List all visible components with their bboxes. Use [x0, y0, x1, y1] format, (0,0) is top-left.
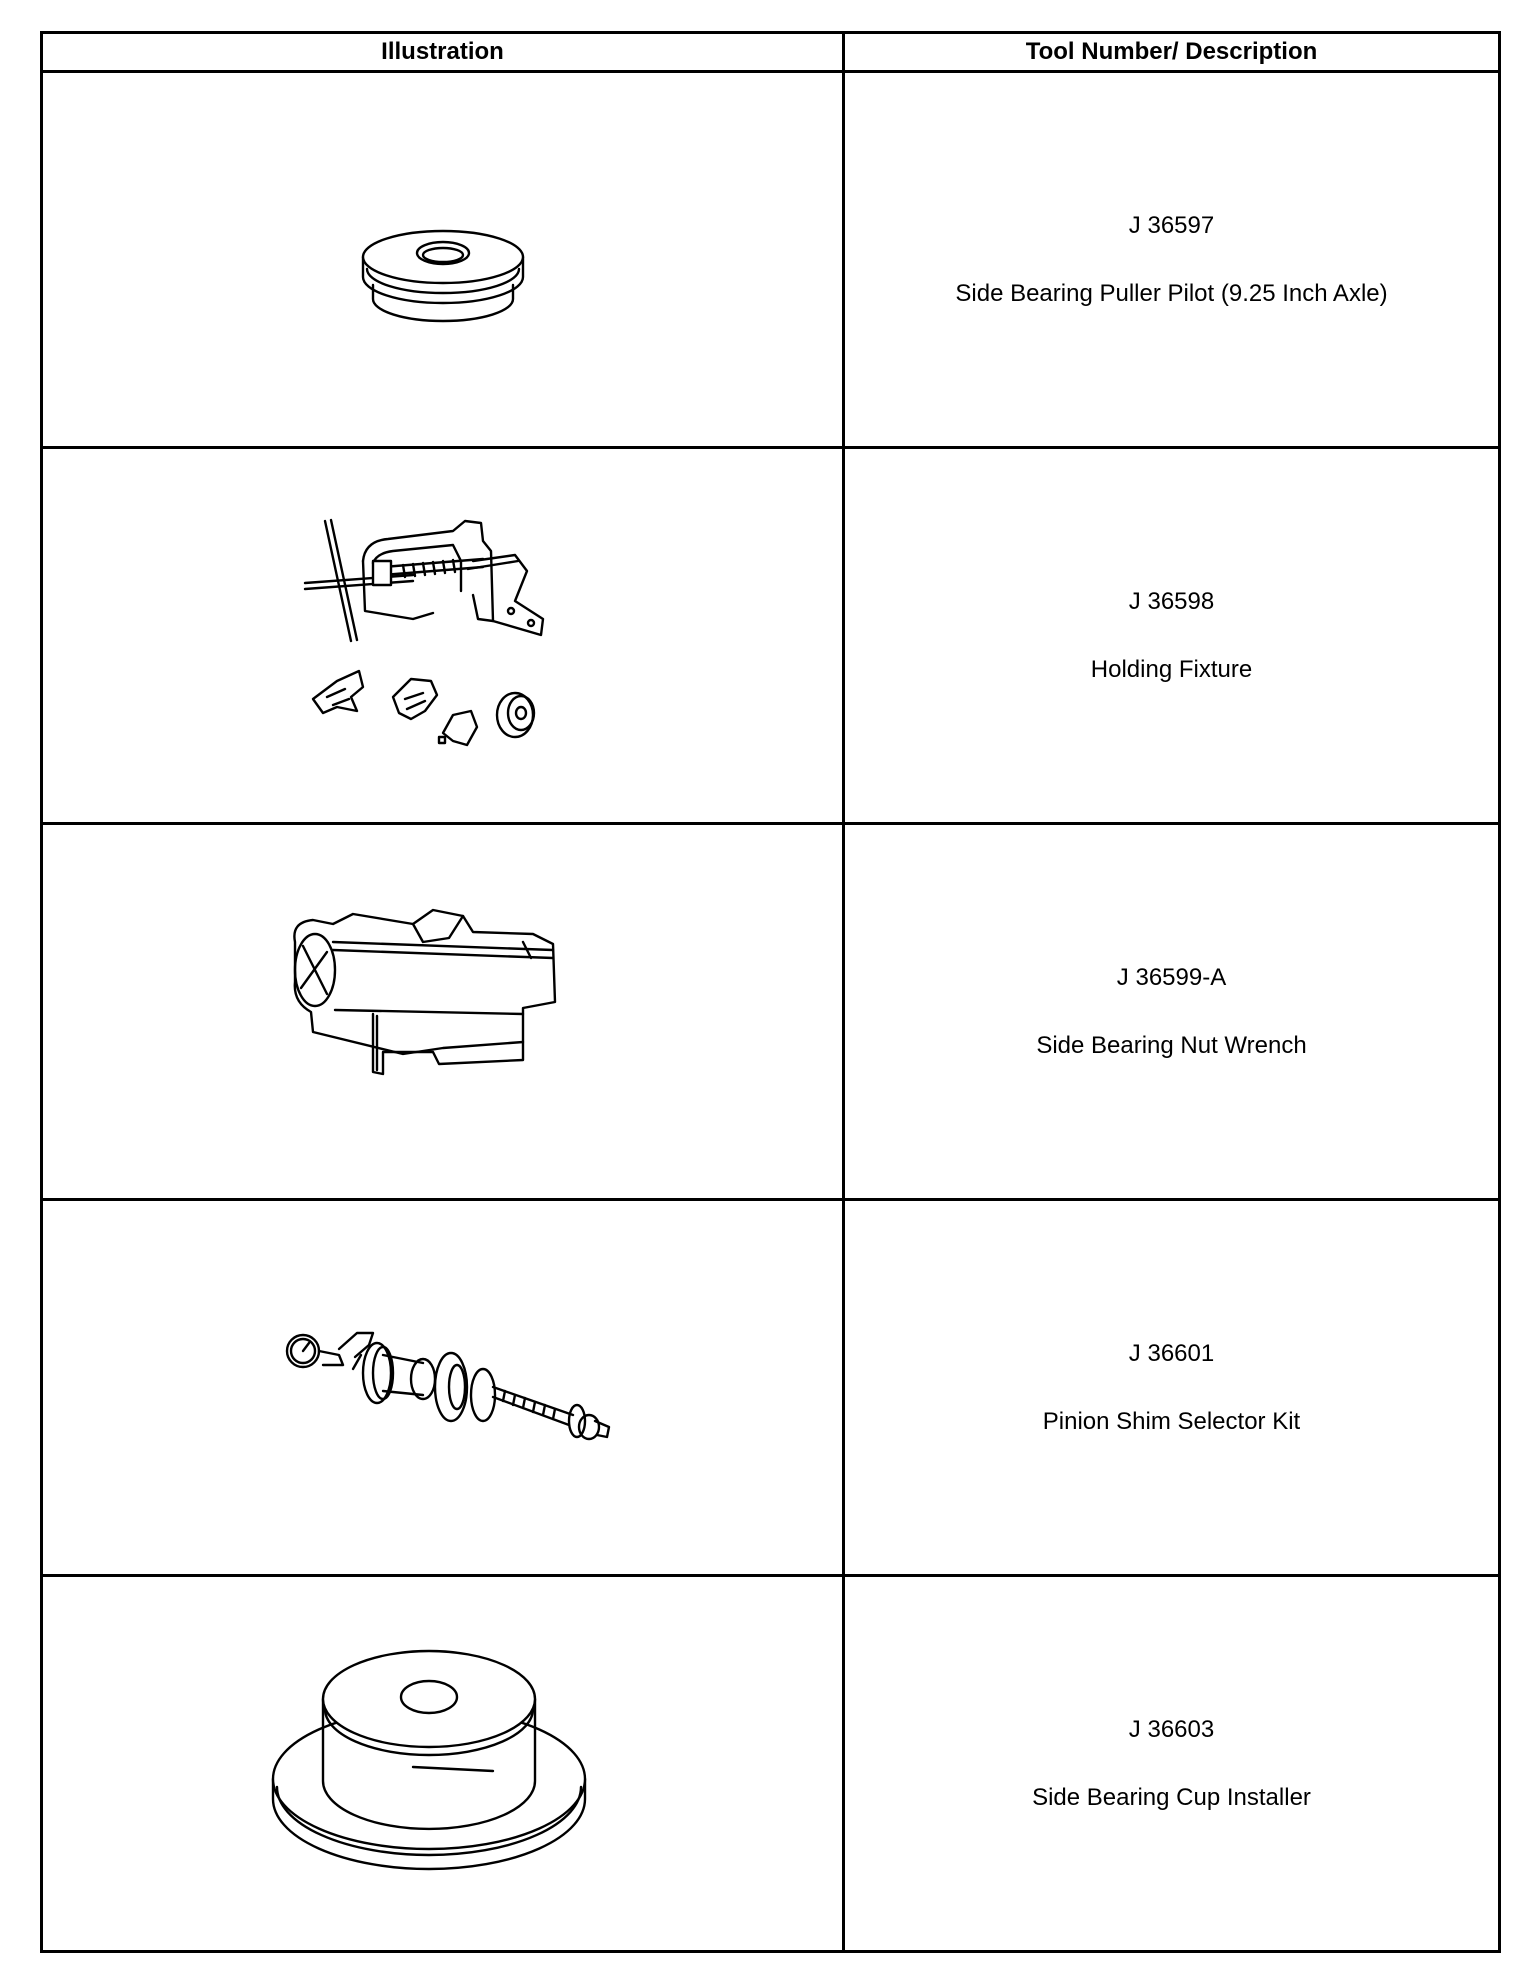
illustration-cell	[42, 824, 844, 1200]
tool-cell	[844, 448, 1500, 824]
tool-cell	[844, 1576, 1500, 1952]
tool-number: J 36598	[1128, 587, 1215, 615]
tool-description: Side Bearing Nut Wrench	[1036, 1031, 1307, 1059]
tool-description: Side Bearing Puller Pilot (9.25 Inch Axle)	[955, 279, 1388, 307]
table-row	[42, 824, 1500, 1200]
special-tools-table	[40, 31, 1501, 1953]
tool-cell	[844, 1200, 1500, 1576]
illustration-cell	[42, 448, 844, 824]
table-row	[42, 448, 1500, 824]
table-header-row	[42, 33, 1500, 72]
cup-installer-icon	[263, 1629, 623, 1899]
tool-number: J 36599-A	[1116, 963, 1227, 991]
tool-number: J 36601	[1128, 1339, 1215, 1367]
nut-wrench-icon	[273, 902, 613, 1122]
puller-pilot-icon	[333, 195, 553, 325]
tool-number: J 36597	[1128, 211, 1215, 239]
illustration-cell	[42, 1200, 844, 1576]
illustration-cell	[42, 1576, 844, 1952]
tool-cell	[844, 72, 1500, 448]
tool-column-header: Tool Number/ Description	[844, 33, 1500, 72]
tool-description: Holding Fixture	[1090, 655, 1253, 683]
tool-description: Side Bearing Cup Installer	[1032, 1783, 1311, 1811]
table-row	[42, 1200, 1500, 1576]
illustration-column-header: Illustration	[42, 33, 844, 72]
table-row	[42, 1576, 1500, 1952]
tool-description: Pinion Shim Selector Kit	[1042, 1407, 1301, 1435]
illustration-cell	[42, 72, 844, 448]
tool-number: J 36603	[1128, 1715, 1215, 1743]
shim-selector-kit-icon	[273, 1303, 613, 1473]
holding-fixture-icon	[293, 501, 593, 771]
tool-cell	[844, 824, 1500, 1200]
table-row	[42, 72, 1500, 448]
